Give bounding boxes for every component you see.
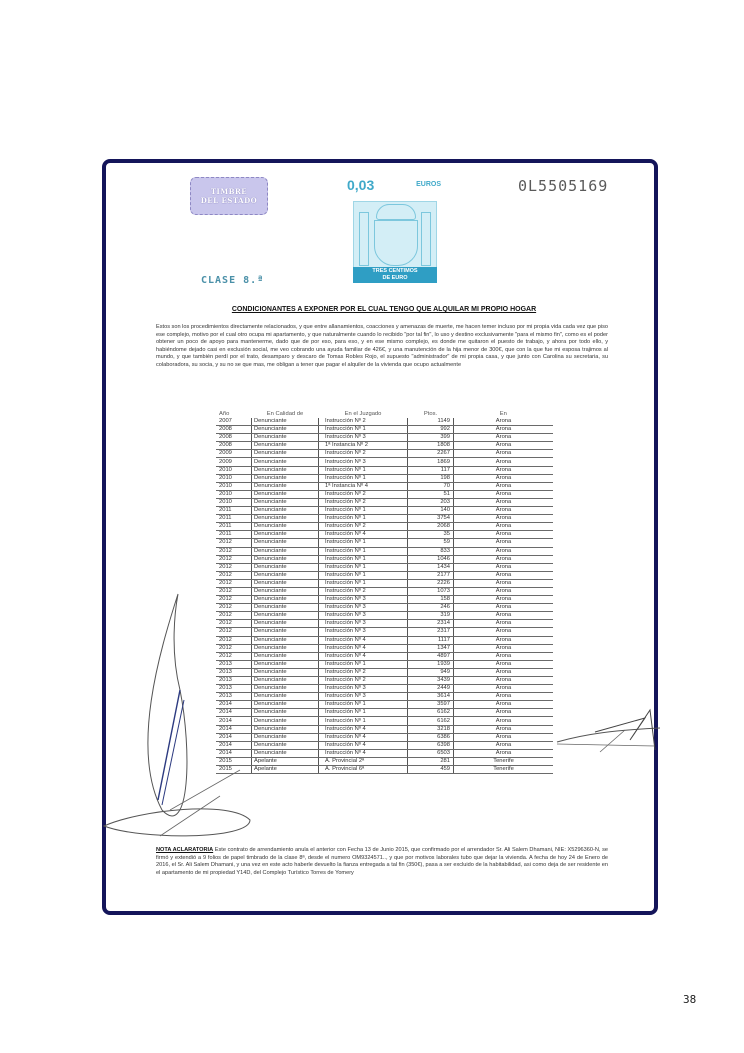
cell-year: 2014 <box>216 717 252 725</box>
cell-court: Instrucción Nº 2 <box>319 523 408 531</box>
cell-year: 2012 <box>216 539 252 547</box>
cell-location: Arona <box>454 596 554 604</box>
cell-year: 2012 <box>216 652 252 660</box>
cell-year: 2012 <box>216 604 252 612</box>
cell-location: Arona <box>454 579 554 587</box>
cell-points: 6162 <box>408 709 454 717</box>
cell-court: Instrucción Nº 3 <box>319 628 408 636</box>
cell-court: Instrucción Nº 1 <box>319 571 408 579</box>
cell-court: Instrucción Nº 1 <box>319 717 408 725</box>
cell-role: Denunciante <box>252 539 319 547</box>
cell-location: Arona <box>454 426 554 434</box>
table-row <box>216 717 553 725</box>
clarifying-note <box>156 847 608 877</box>
cell-year: 2012 <box>216 563 252 571</box>
cell-location: Arona <box>454 652 554 660</box>
cell-role: Denunciante <box>252 507 319 515</box>
cell-court: Instrucción Nº 3 <box>319 685 408 693</box>
cell-year: 2010 <box>216 466 252 474</box>
cell-role: Denunciante <box>252 498 319 506</box>
table-row <box>216 515 553 523</box>
table-row <box>216 474 553 482</box>
cell-points: 1434 <box>408 563 454 571</box>
cell-role: Denunciante <box>252 693 319 701</box>
cell-role: Denunciante <box>252 426 319 434</box>
cell-points: 459 <box>408 766 454 774</box>
cell-points: 2267 <box>408 450 454 458</box>
cell-points: 246 <box>408 604 454 612</box>
cell-year: 2012 <box>216 555 252 563</box>
cell-court: Instrucción Nº 3 <box>319 620 408 628</box>
cell-role: Denunciante <box>252 458 319 466</box>
cell-location: Arona <box>454 442 554 450</box>
cell-points: 117 <box>408 466 454 474</box>
cell-role: Denunciante <box>252 466 319 474</box>
table-row <box>216 612 553 620</box>
cell-year: 2013 <box>216 693 252 701</box>
table-row <box>216 434 553 442</box>
cell-role: Denunciante <box>252 660 319 668</box>
cell-year: 2011 <box>216 531 252 539</box>
cell-points: 6503 <box>408 749 454 757</box>
table-row <box>216 426 553 434</box>
cell-year: 2014 <box>216 701 252 709</box>
cell-court: Instrucción Nº 1 <box>319 539 408 547</box>
table-row <box>216 660 553 668</box>
table-row <box>216 709 553 717</box>
cell-role: Denunciante <box>252 515 319 523</box>
header-role: En Calidad de <box>266 410 304 417</box>
document-title: CONDICIONANTES A EXPONER POR EL CUAL TENGO QUE ALQUILAR MI PROPIO HOGAR <box>231 306 537 313</box>
cell-role: Denunciante <box>252 490 319 498</box>
cell-year: 2013 <box>216 677 252 685</box>
cell-role: Denunciante <box>252 596 319 604</box>
cell-location: Arona <box>454 725 554 733</box>
cell-year: 2010 <box>216 498 252 506</box>
cell-court: Instrucción Nº 2 <box>319 587 408 595</box>
cell-location: Tenerife <box>454 766 554 774</box>
header-year: Año <box>219 410 230 417</box>
cell-location: Arona <box>454 749 554 757</box>
table-row <box>216 507 553 515</box>
cell-year: 2012 <box>216 620 252 628</box>
cell-points: 59 <box>408 539 454 547</box>
header-court: En el Juzgado <box>344 410 382 417</box>
cell-points: 140 <box>408 507 454 515</box>
cell-court: Instrucción Nº 4 <box>319 725 408 733</box>
cell-role: Denunciante <box>252 604 319 612</box>
cell-year: 2010 <box>216 474 252 482</box>
cell-location: Arona <box>454 660 554 668</box>
table-row <box>216 490 553 498</box>
cell-points: 1117 <box>408 636 454 644</box>
cell-court: 1ª Instancia Nº 2 <box>319 442 408 450</box>
cell-points: 1347 <box>408 644 454 652</box>
cell-points: 399 <box>408 434 454 442</box>
cell-role: Denunciante <box>252 701 319 709</box>
cell-year: 2010 <box>216 490 252 498</box>
cell-points: 833 <box>408 547 454 555</box>
page-number: 38 <box>683 993 697 1006</box>
cell-location: Arona <box>454 668 554 676</box>
cell-court: Instrucción Nº 4 <box>319 644 408 652</box>
table-row <box>216 620 553 628</box>
stamp-currency: EUROS <box>416 181 441 188</box>
cell-points: 2449 <box>408 685 454 693</box>
table-row <box>216 482 553 490</box>
intro-paragraph: Estos son los procedimientos directamente relacionados, y que entre allanamientos, coacciones y amenazas de muerte, me hacen temer incluso por mi propia vida cada vez que piso ese complejo, motivo por el cual otro ocupa mi apartamento, y que naturalmente cuando lo recibido "por tal fin", lo uso y destino exclusivamente "para el mismo fin", como es el poder obtener un poco de apoyo para mantenerme, dado que de por eso, para eso, y en ese mismo complejo, es donde me quitaron el puesto de trabajo, y ahora por todo ello, y habiéndome dejado casi en exclusión social, me veo cobrando una ayuda familiar de 426€, y una manutención de la hija menor de 300€, que con la que fue mi esposa trajimos al mundo, y que también perdí por el trato, desamparo y descaro de Tomas Robles Rojo, el supuesto "administrador" de mi propia casa, y que junto con Carolina su secretaria, su colaboradora, su socia, y su no se que mas, me obligan a tener que pagar el alquiler de la vivienda que ocupo actualmente <box>156 324 608 368</box>
cell-court: Instrucción Nº 1 <box>319 547 408 555</box>
cell-court: Instrucción Nº 3 <box>319 693 408 701</box>
cell-location: Arona <box>454 636 554 644</box>
cell-points: 1149 <box>408 418 454 426</box>
cell-court: 1ª Instancia Nº 4 <box>319 482 408 490</box>
cell-points: 2317 <box>408 628 454 636</box>
cell-role: Denunciante <box>252 450 319 458</box>
table-row <box>216 701 553 709</box>
cell-year: 2013 <box>216 660 252 668</box>
cell-role: Denunciante <box>252 620 319 628</box>
cell-court: Instrucción Nº 1 <box>319 709 408 717</box>
cell-court: Instrucción Nº 1 <box>319 555 408 563</box>
cell-location: Arona <box>454 620 554 628</box>
note-label: NOTA ACLARATORIA <box>156 847 214 853</box>
cell-location: Arona <box>454 515 554 523</box>
cell-points: 3614 <box>408 693 454 701</box>
cell-court: Instrucción Nº 1 <box>319 579 408 587</box>
cell-year: 2012 <box>216 547 252 555</box>
cell-year: 2013 <box>216 668 252 676</box>
cell-year: 2012 <box>216 644 252 652</box>
table-row <box>216 668 553 676</box>
table-row <box>216 531 553 539</box>
cell-role: Denunciante <box>252 474 319 482</box>
cell-role: Denunciante <box>252 709 319 717</box>
table-row <box>216 547 553 555</box>
cell-court: Instrucción Nº 1 <box>319 701 408 709</box>
cell-points: 3218 <box>408 725 454 733</box>
cell-court: A. Provincial 2ª <box>319 757 408 765</box>
cell-location: Arona <box>454 434 554 442</box>
cell-points: 1073 <box>408 587 454 595</box>
cell-role: Denunciante <box>252 733 319 741</box>
cell-points: 1808 <box>408 442 454 450</box>
cell-court: Instrucción Nº 3 <box>319 596 408 604</box>
table-row <box>216 498 553 506</box>
cell-year: 2015 <box>216 757 252 765</box>
cell-role: Denunciante <box>252 563 319 571</box>
cell-court: A. Provincial 6ª <box>319 766 408 774</box>
cell-court: Instrucción Nº 1 <box>319 515 408 523</box>
cell-location: Arona <box>454 555 554 563</box>
table-row <box>216 587 553 595</box>
cell-role: Denunciante <box>252 668 319 676</box>
cell-points: 1046 <box>408 555 454 563</box>
cell-year: 2015 <box>216 766 252 774</box>
cell-points: 35 <box>408 531 454 539</box>
table-row <box>216 636 553 644</box>
cell-role: Denunciante <box>252 749 319 757</box>
cell-role: Denunciante <box>252 523 319 531</box>
cell-role: Denunciante <box>252 531 319 539</box>
cell-points: 198 <box>408 474 454 482</box>
cell-year: 2012 <box>216 612 252 620</box>
cell-points: 6386 <box>408 733 454 741</box>
cell-location: Arona <box>454 604 554 612</box>
cell-location: Arona <box>454 587 554 595</box>
table-row <box>216 693 553 701</box>
cell-year: 2012 <box>216 571 252 579</box>
seal-line-1: TIMBRE <box>210 187 248 196</box>
cell-role: Denunciante <box>252 547 319 555</box>
header-location: En <box>499 410 507 417</box>
cell-role: Denunciante <box>252 628 319 636</box>
cell-court: Instrucción Nº 4 <box>319 749 408 757</box>
cell-court: Instrucción Nº 4 <box>319 652 408 660</box>
table-row <box>216 442 553 450</box>
cell-year: 2008 <box>216 426 252 434</box>
cell-points: 2177 <box>408 571 454 579</box>
table-row <box>216 571 553 579</box>
cell-points: 158 <box>408 596 454 604</box>
cell-points: 70 <box>408 482 454 490</box>
cell-year: 2010 <box>216 482 252 490</box>
cell-location: Arona <box>454 685 554 693</box>
band-line-2: DE EURO <box>382 275 408 281</box>
cell-court: Instrucción Nº 4 <box>319 636 408 644</box>
cell-year: 2012 <box>216 636 252 644</box>
cell-role: Denunciante <box>252 442 319 450</box>
coat-of-arms-icon <box>353 201 437 269</box>
cell-year: 2007 <box>216 418 252 426</box>
cell-points: 319 <box>408 612 454 620</box>
cell-location: Arona <box>454 474 554 482</box>
cell-points: 4897 <box>408 652 454 660</box>
cell-role: Denunciante <box>252 685 319 693</box>
cell-location: Arona <box>454 507 554 515</box>
paper-class: CLASE 8.ª <box>201 275 265 286</box>
cell-points: 949 <box>408 668 454 676</box>
stamp-value: 0,03 <box>347 177 375 193</box>
cell-points: 6162 <box>408 717 454 725</box>
cell-location: Arona <box>454 693 554 701</box>
cell-court: Instrucción Nº 4 <box>319 531 408 539</box>
cell-points: 2068 <box>408 523 454 531</box>
cell-year: 2013 <box>216 685 252 693</box>
cell-year: 2012 <box>216 596 252 604</box>
table-row <box>216 749 553 757</box>
band-line-1: TRES CENTIMOS <box>372 268 418 274</box>
cell-location: Arona <box>454 644 554 652</box>
cell-points: 6398 <box>408 741 454 749</box>
table-row <box>216 677 553 685</box>
cell-court: Instrucción Nº 2 <box>319 490 408 498</box>
table-row <box>216 466 553 474</box>
table-row <box>216 555 553 563</box>
cell-location: Arona <box>454 733 554 741</box>
cell-location: Arona <box>454 418 554 426</box>
cell-location: Tenerife <box>454 757 554 765</box>
cell-year: 2014 <box>216 741 252 749</box>
cell-location: Arona <box>454 450 554 458</box>
cell-court: Instrucción Nº 3 <box>319 612 408 620</box>
cell-location: Arona <box>454 498 554 506</box>
cell-location: Arona <box>454 547 554 555</box>
cell-court: Instrucción Nº 4 <box>319 733 408 741</box>
cell-year: 2008 <box>216 434 252 442</box>
cell-role: Denunciante <box>252 418 319 426</box>
stamp-band <box>353 267 437 283</box>
note-text: Este contrato de arrendamiento anula el anterior con Fecha 13 de Junio 2015, que confirmado por el arrendador Sr. Ali Salem Dhamani, NIE: X5296360-N, se firmó y extendió a 9 folios de papel timbrado de la clase 8ª, desde el numero OM9324571.., y que por motivos laborales tubo que dejar la vivienda. A fecha de hoy 24 de Enero de 2016, el Sr. Ali Salem Dhamani, y una vez en este acto haberle devuelto la fianza entregada a tal fin (350€), pasa a ser excluido de la habitabilidad, asi como deja de ser residente en el apartamento de mi propiedad Y14D, del Complejo Turístico Torres de Yomery <box>156 847 608 876</box>
table-row <box>216 644 553 652</box>
cell-location: Arona <box>454 563 554 571</box>
cell-location: Arona <box>454 466 554 474</box>
cell-role: Denunciante <box>252 741 319 749</box>
cell-year: 2014 <box>216 709 252 717</box>
cell-location: Arona <box>454 571 554 579</box>
cell-role: Denunciante <box>252 579 319 587</box>
cell-court: Instrucción Nº 3 <box>319 604 408 612</box>
table-row <box>216 652 553 660</box>
cell-points: 1869 <box>408 458 454 466</box>
cell-year: 2012 <box>216 579 252 587</box>
cell-court: Instrucción Nº 2 <box>319 668 408 676</box>
cell-year: 2012 <box>216 628 252 636</box>
table-row <box>216 628 553 636</box>
seal-line-2: DEL ESTADO <box>200 196 258 205</box>
cell-role: Denunciante <box>252 725 319 733</box>
cell-points: 281 <box>408 757 454 765</box>
cell-court: Instrucción Nº 1 <box>319 466 408 474</box>
cell-role: Denunciante <box>252 612 319 620</box>
cell-points: 203 <box>408 498 454 506</box>
cell-court: Instrucción Nº 1 <box>319 660 408 668</box>
cell-court: Instrucción Nº 3 <box>319 434 408 442</box>
cell-year: 2008 <box>216 442 252 450</box>
cell-year: 2014 <box>216 733 252 741</box>
cell-role: Apelante <box>252 757 319 765</box>
cell-location: Arona <box>454 701 554 709</box>
cell-year: 2011 <box>216 523 252 531</box>
cell-points: 51 <box>408 490 454 498</box>
cell-role: Denunciante <box>252 555 319 563</box>
cell-location: Arona <box>454 717 554 725</box>
cell-role: Denunciante <box>252 434 319 442</box>
cell-location: Arona <box>454 482 554 490</box>
cell-points: 992 <box>408 426 454 434</box>
cell-role: Denunciante <box>252 677 319 685</box>
cell-year: 2011 <box>216 507 252 515</box>
cell-location: Arona <box>454 458 554 466</box>
table-row <box>216 604 553 612</box>
cell-role: Denunciante <box>252 652 319 660</box>
table-row <box>216 450 553 458</box>
cell-year: 2012 <box>216 587 252 595</box>
cell-role: Denunciante <box>252 482 319 490</box>
table-row <box>216 579 553 587</box>
cell-year: 2011 <box>216 515 252 523</box>
serial-number: 0L5505169 <box>518 177 609 195</box>
cell-court: Instrucción Nº 2 <box>319 677 408 685</box>
table-row <box>216 685 553 693</box>
table-row <box>216 733 553 741</box>
cell-year: 2009 <box>216 450 252 458</box>
cell-year: 2014 <box>216 749 252 757</box>
cell-points: 3439 <box>408 677 454 685</box>
cell-points: 1939 <box>408 660 454 668</box>
cell-points: 3754 <box>408 515 454 523</box>
cell-role: Denunciante <box>252 571 319 579</box>
cell-court: Instrucción Nº 3 <box>319 458 408 466</box>
table-row <box>216 596 553 604</box>
cell-location: Arona <box>454 531 554 539</box>
cell-location: Arona <box>454 523 554 531</box>
table-row <box>216 563 553 571</box>
table-row <box>216 757 553 765</box>
state-seal-stamp <box>190 177 268 215</box>
table-header-row <box>216 409 553 418</box>
cell-court: Instrucción Nº 4 <box>319 741 408 749</box>
cell-role: Denunciante <box>252 644 319 652</box>
cell-role: Denunciante <box>252 717 319 725</box>
cell-location: Arona <box>454 612 554 620</box>
table-row <box>216 458 553 466</box>
cell-role: Apelante <box>252 766 319 774</box>
cell-court: Instrucción Nº 1 <box>319 507 408 515</box>
procedures-table <box>216 409 553 774</box>
table-row <box>216 539 553 547</box>
cell-year: 2009 <box>216 458 252 466</box>
cell-role: Denunciante <box>252 587 319 595</box>
table-row <box>216 725 553 733</box>
table-row <box>216 418 553 426</box>
cell-court: Instrucción Nº 2 <box>319 418 408 426</box>
cell-location: Arona <box>454 628 554 636</box>
scanned-document-frame <box>102 159 658 915</box>
header-points: Ptos. <box>423 410 438 417</box>
cell-location: Arona <box>454 490 554 498</box>
cell-role: Denunciante <box>252 636 319 644</box>
table-row <box>216 766 553 774</box>
fiscal-stamp <box>343 177 443 287</box>
cell-location: Arona <box>454 539 554 547</box>
table-row <box>216 741 553 749</box>
cell-court: Instrucción Nº 2 <box>319 498 408 506</box>
cell-year: 2014 <box>216 725 252 733</box>
cell-court: Instrucción Nº 1 <box>319 426 408 434</box>
cell-points: 2314 <box>408 620 454 628</box>
cell-court: Instrucción Nº 1 <box>319 474 408 482</box>
cell-location: Arona <box>454 709 554 717</box>
table-row <box>216 523 553 531</box>
cell-court: Instrucción Nº 2 <box>319 450 408 458</box>
cell-points: 2226 <box>408 579 454 587</box>
cell-court: Instrucción Nº 1 <box>319 563 408 571</box>
cell-points: 3597 <box>408 701 454 709</box>
cell-location: Arona <box>454 677 554 685</box>
cell-location: Arona <box>454 741 554 749</box>
